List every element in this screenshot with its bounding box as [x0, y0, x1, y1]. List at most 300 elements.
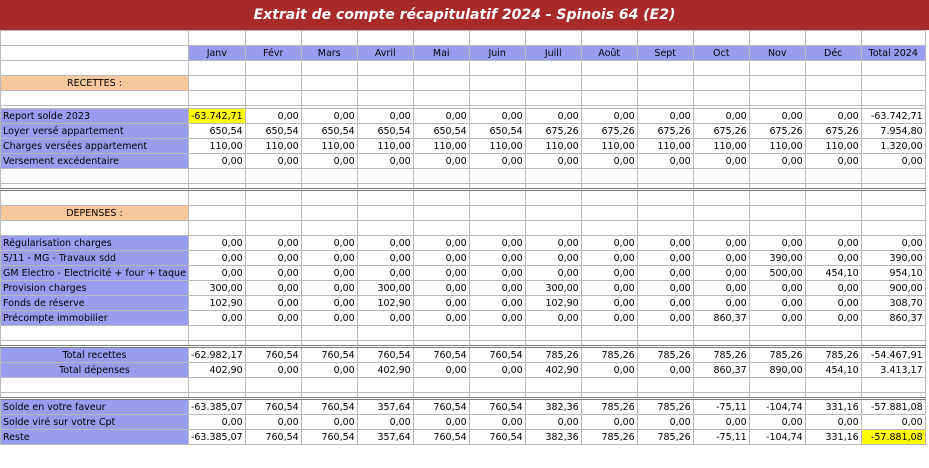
- month-header: Sept: [637, 46, 693, 61]
- amount-cell: 110,00: [357, 139, 413, 154]
- amount-cell: 0,00: [469, 415, 525, 430]
- empty-cell: [637, 378, 693, 393]
- empty-cell: [749, 190, 805, 206]
- table-row: [1, 154, 926, 169]
- amount-cell: 650,54: [357, 124, 413, 139]
- amount-cell: 0,00: [188, 251, 245, 266]
- empty-cell: [861, 326, 925, 341]
- empty-cell: [861, 169, 925, 184]
- empty-cell: [749, 378, 805, 393]
- table-row: [1, 296, 926, 311]
- empty-cell: [413, 190, 469, 206]
- empty-cell: [861, 31, 925, 46]
- empty-cell: [749, 61, 805, 76]
- empty-cell: [1, 46, 189, 61]
- empty-cell: [245, 221, 301, 236]
- amount-cell: 0,00: [805, 281, 861, 296]
- amount-cell: 650,54: [413, 124, 469, 139]
- amount-cell: 357,64: [357, 430, 413, 445]
- amount-cell: 760,54: [469, 430, 525, 445]
- month-header: Mai: [413, 46, 469, 61]
- amount-cell: 785,26: [693, 347, 749, 363]
- empty-cell: [1, 326, 189, 341]
- amount-cell: 0,00: [413, 266, 469, 281]
- amount-cell: 650,54: [188, 124, 245, 139]
- empty-cell: [637, 31, 693, 46]
- amount-cell: 675,26: [581, 124, 637, 139]
- amount-cell: 0,00: [805, 415, 861, 430]
- amount-cell: 0,00: [581, 363, 637, 378]
- amount-cell: 0,00: [301, 281, 357, 296]
- amount-cell: 0,00: [301, 266, 357, 281]
- amount-cell: 0,00: [413, 296, 469, 311]
- empty-cell: [581, 31, 637, 46]
- empty-cell: [581, 91, 637, 106]
- amount-cell: 0,00: [469, 311, 525, 326]
- table-row: [1, 139, 926, 154]
- amount-cell: 760,54: [301, 347, 357, 363]
- empty-cell: [693, 169, 749, 184]
- empty-cell: [357, 378, 413, 393]
- empty-cell: [188, 221, 245, 236]
- amount-cell: 382,36: [525, 399, 581, 415]
- empty-cell: [469, 31, 525, 46]
- amount-cell: 785,26: [581, 399, 637, 415]
- amount-cell: 0,00: [525, 266, 581, 281]
- empty-cell: [749, 91, 805, 106]
- empty-cell: [245, 31, 301, 46]
- amount-cell: 0,00: [188, 311, 245, 326]
- amount-cell: 0,00: [357, 311, 413, 326]
- row-label: Versement excédentaire: [1, 154, 189, 169]
- amount-cell: 0,00: [469, 266, 525, 281]
- amount-cell: 0,00: [469, 296, 525, 311]
- amount-cell: 954,10: [861, 266, 925, 281]
- amount-cell: 0,00: [581, 266, 637, 281]
- amount-cell: 760,54: [301, 430, 357, 445]
- amount-cell: 785,26: [525, 347, 581, 363]
- amount-cell: 102,90: [525, 296, 581, 311]
- amount-cell: 760,54: [245, 399, 301, 415]
- amount-cell: 0,00: [693, 109, 749, 124]
- empty-cell: [413, 221, 469, 236]
- empty-cell: [749, 76, 805, 91]
- empty-cell: [413, 326, 469, 341]
- empty-cell: [188, 61, 245, 76]
- row-label: 5/11 - MG - Travaux sdd: [1, 251, 189, 266]
- empty-cell: [301, 190, 357, 206]
- amount-cell: 0,00: [581, 296, 637, 311]
- amount-cell: 0,00: [245, 109, 301, 124]
- amount-cell: 0,00: [637, 266, 693, 281]
- empty-cell: [245, 326, 301, 341]
- row-label: Précompte immobilier: [1, 311, 189, 326]
- empty-cell: [301, 169, 357, 184]
- empty-cell: [525, 169, 581, 184]
- empty-cell: [805, 206, 861, 221]
- table-row: [1, 399, 926, 415]
- empty-cell: [749, 326, 805, 341]
- empty-cell: [693, 326, 749, 341]
- amount-cell: 0,00: [245, 266, 301, 281]
- amount-cell: 0,00: [693, 251, 749, 266]
- amount-cell: 0,00: [245, 296, 301, 311]
- empty-cell: [1, 31, 189, 46]
- amount-cell: 675,26: [749, 124, 805, 139]
- row-label: Provision charges: [1, 281, 189, 296]
- amount-cell: 402,90: [525, 363, 581, 378]
- amount-cell: 0,00: [245, 154, 301, 169]
- amount-cell: 0,00: [301, 154, 357, 169]
- amount-cell: -54.467,91: [861, 347, 925, 363]
- amount-cell: 500,00: [749, 266, 805, 281]
- row-label: Charges versées appartement: [1, 139, 189, 154]
- row-label: Report solde 2023: [1, 109, 189, 124]
- amount-cell: 785,26: [637, 399, 693, 415]
- empty-cell: [861, 206, 925, 221]
- empty-cell: [245, 190, 301, 206]
- blank-row: [1, 190, 926, 206]
- table-row: [1, 109, 926, 124]
- amount-cell: 760,54: [469, 347, 525, 363]
- section-row: [1, 76, 926, 91]
- amount-cell: 0,00: [301, 251, 357, 266]
- amount-cell: 0,00: [413, 236, 469, 251]
- empty-cell: [245, 378, 301, 393]
- empty-cell: [301, 31, 357, 46]
- empty-cell: [469, 169, 525, 184]
- table-row: [1, 124, 926, 139]
- empty-cell: [525, 326, 581, 341]
- empty-cell: [805, 31, 861, 46]
- row-label: Solde en votre faveur: [1, 399, 189, 415]
- amount-cell: -63.742,71: [861, 109, 925, 124]
- empty-cell: [469, 221, 525, 236]
- empty-cell: [357, 326, 413, 341]
- empty-cell: [301, 378, 357, 393]
- amount-cell: 331,16: [805, 399, 861, 415]
- amount-cell: 0,00: [357, 154, 413, 169]
- amount-cell: 0,00: [805, 109, 861, 124]
- amount-cell: 0,00: [581, 415, 637, 430]
- amount-cell: 0,00: [637, 109, 693, 124]
- empty-cell: [581, 169, 637, 184]
- amount-cell: 0,00: [805, 311, 861, 326]
- month-header: Nov: [749, 46, 805, 61]
- empty-cell: [749, 221, 805, 236]
- amount-cell: 0,00: [469, 154, 525, 169]
- empty-cell: [581, 206, 637, 221]
- amount-cell: 0,00: [581, 281, 637, 296]
- amount-cell: -63.385,07: [188, 430, 245, 445]
- month-header: Déc: [805, 46, 861, 61]
- empty-cell: [1, 169, 189, 184]
- empty-cell: [1, 378, 189, 393]
- amount-cell: 0,00: [581, 311, 637, 326]
- empty-cell: [805, 76, 861, 91]
- empty-cell: [413, 206, 469, 221]
- amount-cell: 890,00: [749, 363, 805, 378]
- amount-cell: 110,00: [525, 139, 581, 154]
- amount-cell: -57.881,08: [861, 399, 925, 415]
- empty-cell: [413, 378, 469, 393]
- amount-cell: 785,26: [581, 430, 637, 445]
- table-row: [1, 251, 926, 266]
- empty-cell: [637, 76, 693, 91]
- amount-cell: 0,00: [637, 296, 693, 311]
- amount-cell: -104,74: [749, 399, 805, 415]
- empty-cell: [357, 169, 413, 184]
- amount-cell: 0,00: [525, 109, 581, 124]
- table-row: [1, 281, 926, 296]
- amount-cell: 0,00: [693, 415, 749, 430]
- amount-cell: -75,11: [693, 430, 749, 445]
- blank-row: [1, 326, 926, 341]
- amount-cell: 0,00: [749, 236, 805, 251]
- empty-cell: [525, 91, 581, 106]
- amount-cell: 785,26: [805, 347, 861, 363]
- empty-cell: [805, 221, 861, 236]
- month-header: Avril: [357, 46, 413, 61]
- empty-cell: [357, 61, 413, 76]
- row-label: Fonds de réserve: [1, 296, 189, 311]
- amount-cell: 0,00: [413, 281, 469, 296]
- empty-cell: [469, 61, 525, 76]
- empty-cell: [637, 91, 693, 106]
- amount-cell: 0,00: [749, 154, 805, 169]
- empty-cell: [637, 61, 693, 76]
- empty-cell: [301, 91, 357, 106]
- amount-cell: 0,00: [749, 296, 805, 311]
- empty-cell: [469, 76, 525, 91]
- section-heading: RECETTES :: [1, 76, 189, 91]
- amount-cell: 110,00: [413, 139, 469, 154]
- amount-cell: 390,00: [749, 251, 805, 266]
- amount-cell: -63.742,71: [188, 109, 245, 124]
- empty-cell: [1, 221, 189, 236]
- amount-cell: 0,00: [637, 415, 693, 430]
- amount-cell: -63.385,07: [188, 399, 245, 415]
- empty-cell: [188, 190, 245, 206]
- table-row: [1, 266, 926, 281]
- amount-cell: 785,26: [749, 347, 805, 363]
- month-header: Total 2024: [861, 46, 925, 61]
- amount-cell: 0,00: [301, 236, 357, 251]
- amount-cell: 0,00: [188, 415, 245, 430]
- empty-cell: [525, 61, 581, 76]
- empty-cell: [413, 31, 469, 46]
- empty-cell: [188, 378, 245, 393]
- empty-cell: [357, 206, 413, 221]
- empty-cell: [245, 76, 301, 91]
- empty-cell: [525, 206, 581, 221]
- empty-cell: [1, 91, 189, 106]
- amount-cell: 0,00: [469, 109, 525, 124]
- empty-cell: [637, 326, 693, 341]
- month-header: Août: [581, 46, 637, 61]
- month-header-row: [1, 46, 926, 61]
- month-header: Juin: [469, 46, 525, 61]
- amount-cell: 785,26: [581, 347, 637, 363]
- empty-cell: [749, 169, 805, 184]
- empty-cell: [581, 76, 637, 91]
- amount-cell: 110,00: [301, 139, 357, 154]
- amount-cell: 0,00: [749, 109, 805, 124]
- amount-cell: 900,00: [861, 281, 925, 296]
- amount-cell: 0,00: [637, 236, 693, 251]
- amount-cell: 650,54: [469, 124, 525, 139]
- amount-cell: 785,26: [637, 430, 693, 445]
- empty-cell: [693, 378, 749, 393]
- empty-cell: [805, 378, 861, 393]
- empty-cell: [693, 91, 749, 106]
- empty-cell: [301, 61, 357, 76]
- blank-row: [1, 61, 926, 76]
- empty-cell: [469, 326, 525, 341]
- blank-row: [1, 378, 926, 393]
- amount-cell: -62.982,17: [188, 347, 245, 363]
- amount-cell: 1.320,00: [861, 139, 925, 154]
- amount-cell: 7.954,80: [861, 124, 925, 139]
- amount-cell: 3.413,17: [861, 363, 925, 378]
- empty-cell: [749, 31, 805, 46]
- empty-cell: [188, 31, 245, 46]
- empty-cell: [525, 221, 581, 236]
- empty-cell: [469, 91, 525, 106]
- sheet-title: Extrait de compte récapitulatif 2024 - Spinois 64 (E2): [0, 0, 929, 30]
- section-heading: DEPENSES :: [1, 206, 189, 221]
- blank-row: [1, 221, 926, 236]
- blank-row: [1, 169, 926, 184]
- amount-cell: 0,00: [805, 154, 861, 169]
- amount-cell: 300,00: [188, 281, 245, 296]
- amount-cell: 650,54: [301, 124, 357, 139]
- empty-cell: [861, 221, 925, 236]
- amount-cell: 0,00: [861, 236, 925, 251]
- amount-cell: 0,00: [525, 236, 581, 251]
- amount-cell: 110,00: [637, 139, 693, 154]
- empty-cell: [805, 326, 861, 341]
- amount-cell: 110,00: [693, 139, 749, 154]
- amount-cell: 0,00: [469, 236, 525, 251]
- amount-cell: 0,00: [861, 415, 925, 430]
- empty-cell: [525, 190, 581, 206]
- empty-cell: [357, 221, 413, 236]
- month-header: Janv: [188, 46, 245, 61]
- amount-cell: 0,00: [581, 251, 637, 266]
- amount-cell: 0,00: [413, 109, 469, 124]
- amount-cell: 760,54: [413, 430, 469, 445]
- section-row: [1, 206, 926, 221]
- table-row: [1, 347, 926, 363]
- empty-cell: [188, 326, 245, 341]
- account-table: [0, 30, 926, 445]
- amount-cell: 675,26: [693, 124, 749, 139]
- amount-cell: 0,00: [637, 251, 693, 266]
- empty-cell: [1, 61, 189, 76]
- amount-cell: 0,00: [413, 251, 469, 266]
- empty-cell: [581, 221, 637, 236]
- month-header: Oct: [693, 46, 749, 61]
- amount-cell: 0,00: [413, 154, 469, 169]
- amount-cell: 0,00: [357, 415, 413, 430]
- empty-cell: [861, 61, 925, 76]
- amount-cell: 110,00: [188, 139, 245, 154]
- empty-cell: [469, 190, 525, 206]
- table-row: [1, 363, 926, 378]
- empty-cell: [525, 378, 581, 393]
- table-row: [1, 311, 926, 326]
- empty-cell: [693, 221, 749, 236]
- amount-cell: 0,00: [469, 363, 525, 378]
- empty-cell: [693, 61, 749, 76]
- amount-cell: 110,00: [749, 139, 805, 154]
- amount-cell: 675,26: [805, 124, 861, 139]
- amount-cell: 0,00: [301, 363, 357, 378]
- empty-cell: [357, 91, 413, 106]
- empty-cell: [805, 61, 861, 76]
- amount-cell: 0,00: [413, 311, 469, 326]
- amount-cell: 0,00: [188, 266, 245, 281]
- empty-cell: [469, 206, 525, 221]
- row-label: Régularisation charges: [1, 236, 189, 251]
- empty-cell: [861, 91, 925, 106]
- amount-cell: 110,00: [805, 139, 861, 154]
- amount-cell: 760,54: [245, 347, 301, 363]
- amount-cell: 760,54: [413, 347, 469, 363]
- amount-cell: 0,00: [693, 154, 749, 169]
- amount-cell: 0,00: [637, 363, 693, 378]
- empty-cell: [749, 206, 805, 221]
- amount-cell: 0,00: [581, 236, 637, 251]
- empty-cell: [301, 206, 357, 221]
- amount-cell: 402,90: [357, 363, 413, 378]
- amount-cell: 675,26: [525, 124, 581, 139]
- amount-cell: 0,00: [245, 311, 301, 326]
- month-header: Juill: [525, 46, 581, 61]
- amount-cell: 0,00: [637, 281, 693, 296]
- amount-cell: 0,00: [861, 154, 925, 169]
- amount-cell: 357,64: [357, 399, 413, 415]
- empty-cell: [245, 91, 301, 106]
- empty-cell: [301, 76, 357, 91]
- empty-cell: [637, 190, 693, 206]
- amount-cell: 0,00: [805, 236, 861, 251]
- row-label: GM Electro - Electricité + four + taque: [1, 266, 189, 281]
- amount-cell: 0,00: [301, 109, 357, 124]
- amount-cell: 300,00: [357, 281, 413, 296]
- amount-cell: 402,90: [188, 363, 245, 378]
- empty-cell: [1, 190, 189, 206]
- empty-cell: [805, 169, 861, 184]
- empty-cell: [188, 91, 245, 106]
- empty-cell: [861, 378, 925, 393]
- row-label: Solde viré sur votre Cpt: [1, 415, 189, 430]
- empty-cell: [581, 378, 637, 393]
- amount-cell: 0,00: [301, 296, 357, 311]
- empty-cell: [805, 91, 861, 106]
- amount-cell: 331,16: [805, 430, 861, 445]
- empty-cell: [581, 61, 637, 76]
- amount-cell: 0,00: [357, 251, 413, 266]
- amount-cell: 102,90: [188, 296, 245, 311]
- empty-cell: [301, 326, 357, 341]
- empty-cell: [188, 76, 245, 91]
- amount-cell: 382,36: [525, 430, 581, 445]
- empty-cell: [637, 169, 693, 184]
- amount-cell: 0,00: [637, 154, 693, 169]
- amount-cell: 0,00: [805, 251, 861, 266]
